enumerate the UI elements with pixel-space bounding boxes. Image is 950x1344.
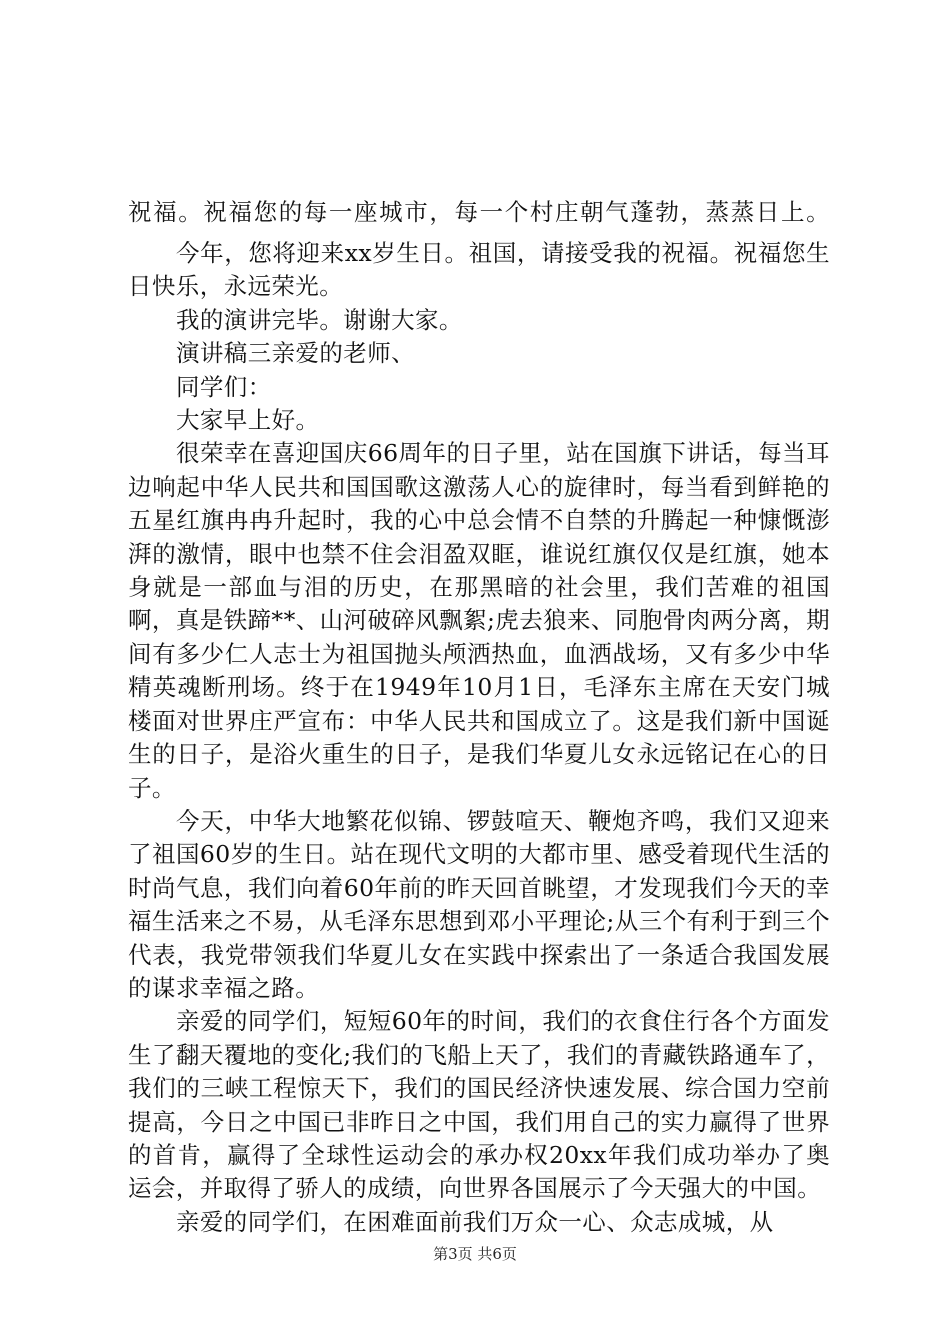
paragraph-unity: 亲爱的同学们，在困难面前我们万众一心、众志成城，从 (176, 1207, 774, 1236)
paragraph-birthday-wish: 今年，您将迎来xx岁生日。祖国，请接受我的祝福。祝福您生日快乐，永远荣光。 (128, 239, 830, 301)
paragraph-development: 亲爱的同学们，短短60年的时间，我们的衣食住行各个方面发生了翻天覆地的变化;我们的飞船上天了，我们的青藏铁路通车了，我们的三峡工程惊天下，我们的国民经济快速发展、综合国力空前提高，今日之中国已非昨日之中国，我们用自己的实力赢得了世界的首肯，赢得了全球性运动会的承办权20xx年我们成功举办了奥运会，并取得了骄人的成绩，向世界各国展示了今天强大的中国。 (128, 1007, 830, 1203)
page-number-footer: 第3页 共6页 (433, 1245, 517, 1263)
paragraph-greeting: 大家早上好。 (176, 406, 320, 435)
paragraph-speech-three-title: 演讲稿三亲爱的老师、 (176, 339, 415, 368)
paragraph-closing: 我的演讲完毕。谢谢大家。 (176, 305, 463, 334)
paragraph-salutation: 同学们： (176, 372, 272, 401)
continuation-line: 祝福。祝福您的每一座城市，每一个村庄朝气蓬勃，蒸蒸日上。 (128, 197, 830, 226)
body-text (128, 237, 830, 1239)
paragraph-today: 今天，中华大地繁花似锦、锣鼓喧天、鞭炮齐鸣，我们又迎来了祖国60岁的生日。站在现代文明的大都市里、感受着现代生活的时尚气息，我们向着60年前的昨天回首眺望，才发现我们今天的幸福生活来之不易，从毛泽东思想到邓小平理论;从三个有利于到三个代表，我党带领我们华夏儿女在实践中探索出了一条适合我国发展的谋求幸福之路。 (128, 806, 830, 1002)
paragraph-history: 很荣幸在喜迎国庆66周年的日子里，站在国旗下讲话，每当耳边响起中华人民共和国国歌这激荡人心的旋律时，每当看到鲜艳的五星红旗冉冉升起时，我的心中总会情不自禁的升腾起一种慷慨澎湃的激情，眼中也禁不住会泪盈双眶，谁说红旗仅仅是红旗，她本身就是一部血与泪的历史，在那黑暗的社会里，我们苦难的祖国啊，真是铁蹄**、山河破碎风飘絮;虎去狼来、同胞骨肉两分离，期间有多少仁人志士为祖国抛头颅洒热血，血洒战场，又有多少中华精英魂断刑场。终于在1949年10月1日，毛泽东主席在天安门城楼面对世界庄严宣布：中华人民共和国成立了。这是我们新中国诞生的日子，是浴火重生的日子，是我们华夏儿女永远铭记在心的日子。 (128, 439, 830, 802)
